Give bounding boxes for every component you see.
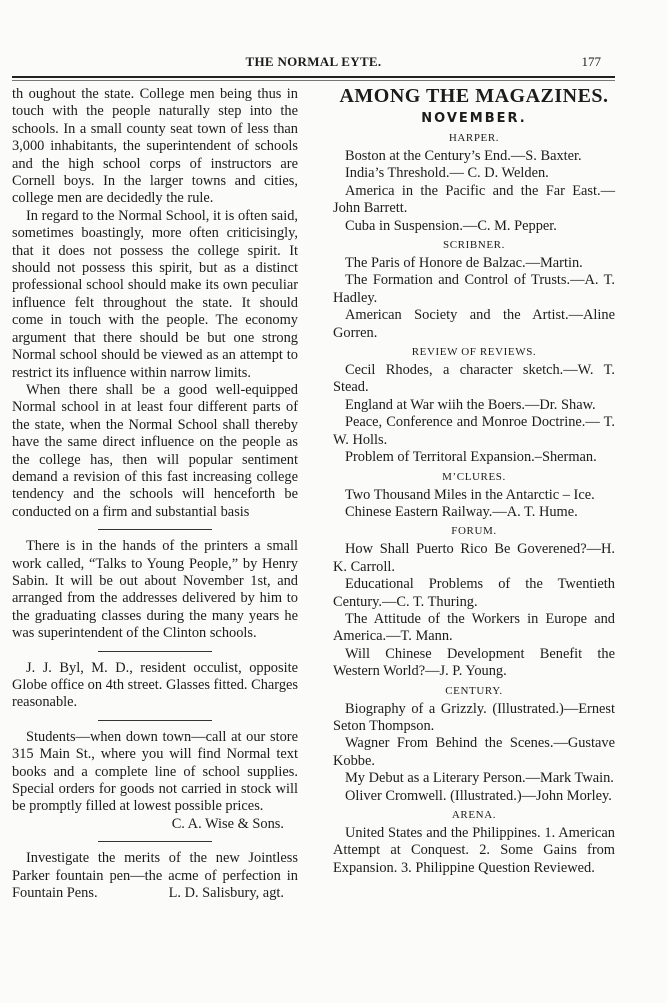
notice-wise <box>12 728 298 832</box>
article-paragraph: In regard to the Normal School, it is often said, sometimes boastingly, more often criticisingly, that it does not possess the college spirit. It should not possess this spirit, but as a distinct professional school should make its own peculiar influence felt throughout the state. It should come in touch with the people. The economy argument that there should be but one strong Normal school should be viewed as an attempt to restrict its influence within narrow limits. <box>12 207 298 381</box>
article-entry: Will Chinese Development Benefit the Western World?—J. P. Young. <box>333 645 615 680</box>
article-entry: Problem of Territoral Expansion.–Sherman. <box>345 449 597 466</box>
notice-salisbury <box>12 850 298 902</box>
magazine-name: FORUM. <box>451 525 497 538</box>
article-entry: Biography of a Grizzly. (Illustrated.)—Ernest Seton Thompson. <box>333 700 615 734</box>
article-entry: The Formation and Control of Trusts.—A. T. Hadley. <box>333 272 615 306</box>
article-entry: America in the Pacific and the Far East.— John Barrett. <box>333 182 615 217</box>
notice-text: Students—when down town—call at our store 315 Main St., where you will find Normal text books and a complete line of school supplies. Special orders for goods not carried in stock will be promptly filled at lowest possible prices. <box>12 728 298 815</box>
magazine-name: HARPER. <box>448 132 500 144</box>
magazine-name: M’CLURES. <box>442 470 506 483</box>
journal-title: THE NORMAL EYTE. <box>245 54 382 69</box>
magazine-name: ARENA. <box>451 809 497 821</box>
article-entry: England at War wiih the Boers.—Dr. Shaw. <box>345 396 596 413</box>
notice-byl: J. J. Byl, M. D., resident occulist, opposite Globe office on 4th street. Glasses fitted. Charges reasonable. <box>12 659 299 711</box>
magazine-name: CENTURY. <box>445 684 503 697</box>
separator-rule <box>98 529 212 530</box>
separator-rule <box>98 841 212 842</box>
header-rule-thick <box>12 76 615 78</box>
running-header <box>12 54 615 74</box>
article-entry: Wagner From Behind the Scenes.—Gustave Kobbe. <box>333 735 615 769</box>
magazine-name: REVIEW OF REVIEWS. <box>411 346 537 359</box>
article-entry: Chinese Eastern Railway.—A. T. Hume. <box>345 503 578 520</box>
article-entry: How Shall Puerto Rico Be Goverened?—H. K. Carroll. <box>333 541 615 575</box>
article-entry: Peace, Conference and Monroe Doctrine.— T. W. Holls. <box>333 414 615 448</box>
month-heading: NOVEMBER. <box>421 111 527 126</box>
separator-rule <box>98 651 212 652</box>
article-entry: United States and the Philippines. 1. American Attempt at Conquest. 2. Some Gains from Expansion. 3. Philippine Question Reviewed. <box>333 825 615 876</box>
article-entry: Educational Problems of the Twentieth Century.—C. T. Thuring. <box>333 576 615 610</box>
article-entry: Cuba in Suspension.—C. M. Pepper. <box>345 217 557 234</box>
article-entry: The Attitude of the Workers in Europe and America.—T. Mann. <box>333 610 615 645</box>
article-entry: Two Thousand Miles in the Antarctic – Ice. <box>345 486 595 503</box>
notice-sabin: There is in the hands of the printers a small work called, “Talks to Young People,” by Henry Sabin. It will be out about November 1st, and arranged from the addresses delivered by him to the graduating classes during the many years he was superintendent of the Clinton schools. <box>12 538 298 642</box>
header-rule-thin <box>12 80 615 81</box>
magazine-name: SCRIBNER. <box>443 239 505 252</box>
article-entry: Cecil Rhodes, a character sketch.—W. T. Stead. <box>333 362 615 396</box>
article-entry: Boston at the Century’s End.—S. Baxter. <box>345 148 582 164</box>
right-column <box>333 86 615 877</box>
article-entry: American Society and the Artist.—Aline Gorren. <box>333 307 615 341</box>
left-column <box>12 86 298 902</box>
notice-signature: L. D. Salisbury, agt. <box>168 885 284 902</box>
notice-text: Investigate the merits of the new Jointless Parker fountain pen—the acme of perfection in Fountain Pens. <box>12 850 298 902</box>
article-entry: The Paris of Honore de Balzac.—Martin. <box>345 255 583 272</box>
section-title: AMONG THE MAGAZINES. <box>339 85 609 107</box>
article-paragraph: When there shall be a good well-equipped Normal school in at least four different parts of the state, when the Normal School shall thereby have the same direct influence on the people as the college has, then will popular sentiment demand a revision of this fast increasing college tendency and the schools will henceforth be conducted on a firm and substantial basis <box>12 381 298 520</box>
separator-rule <box>98 720 212 721</box>
article-entry: My Debut as a Literary Person.—Mark Twain. <box>345 770 614 787</box>
article-entry: India’s Threshold.— C. D. Welden. <box>345 165 549 182</box>
notice-signature: C. A. Wise & Sons. <box>171 815 284 832</box>
article-entry: Oliver Cromwell. (Illustrated.)—John Morley. <box>345 787 612 804</box>
article-paragraph: th oughout the state. College men being thus in touch with the people naturally step into the schools. In a small county seat town of less than 3,000 inhabitants, the superintendent of schools and the high school corps of instructors are Cornell boys. In the larger towns and cities, college men are decidedly the rule. <box>12 86 298 207</box>
page-number: 177 <box>581 54 601 69</box>
